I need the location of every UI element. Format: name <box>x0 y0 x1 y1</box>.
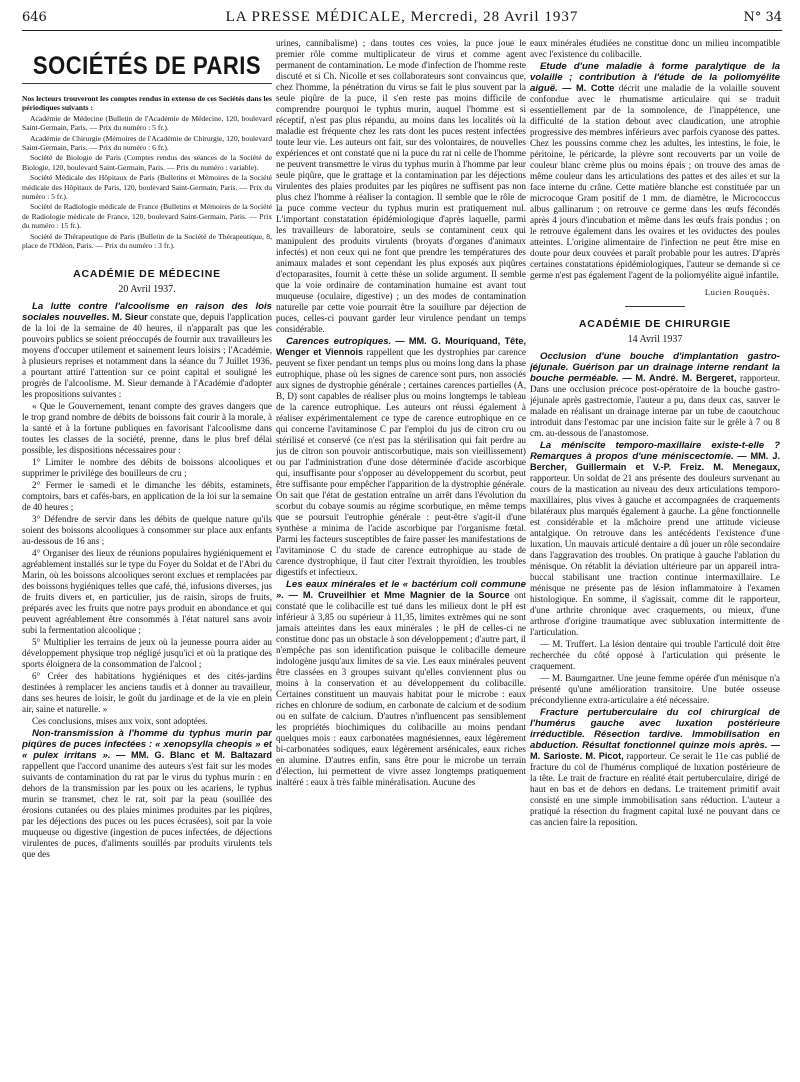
issue-number: N° 34 <box>743 10 782 25</box>
list-item: 1° Limiter le nombre des débits de boissons alcooliques et supprimer le privilège des bouilleurs de cru ; <box>22 456 272 478</box>
column-1 <box>22 38 272 1074</box>
article-title: La lutte contre l'alcoolisme en raison des lois sociales nouvelles. <box>22 300 272 323</box>
article-volaille <box>530 61 780 281</box>
article-author: — MM. J. Bercher, Guillermain et V.-P. Freiz. M. Menegaux, <box>530 451 780 472</box>
column-3 <box>530 38 780 1074</box>
article-author: — M. Cotte <box>562 83 615 93</box>
article-typhus <box>22 728 272 860</box>
article-author: — MM. G. Mouriquand, Tête, Wenger et Viennois <box>276 336 526 357</box>
signature: Lucien Rouquès. <box>704 287 770 297</box>
society-entry: Société de Thérapeutique de Paris (Bulletin de la Société de Thérapeutique, 8, place de l'Odéon, Paris. — Prix du numéro : 3 fr.). <box>22 231 272 251</box>
article-author: — M. Sarioste. M. Picot, <box>530 740 780 761</box>
article-title: Carences eutropiques. <box>286 336 392 347</box>
journal-title: LA PRESSE MÉDICALE, Mercredi, 28 Avril 1937 <box>225 9 579 25</box>
society-entry: Société de Radiologie médicale de France (Bulletins et Mémoires de la Société de Radiologie médicale de France, 120, boulevard Saint-Germain, Paris. — Prix du numéro : 15 fr.). <box>22 202 272 231</box>
divider <box>625 306 685 307</box>
society-entry: Société de Biologie de Paris (Comptes rendus des séances de la Société de Biologie, 120, boulevard Saint-Germain, Paris. — Prix du numéro : variable). <box>22 153 272 172</box>
discussion-truffert: — M. Truffert. La lésion dentaire qui trouble l'articulé doit être recherchée du côté opposé à l'articulation qui présente le craquement. <box>530 639 780 671</box>
article-title: Non-transmission à l'homme du typhus murin par piqûres de puces infectées : « xenopsylla cheopis » et « pulex irritans ». <box>22 727 272 761</box>
society-entry: Académie de Médecine (Bulletin de l'Académie de Médecine, 120, boulevard Saint-Germain, Paris. — Prix du numéro : 5 fr.). <box>22 113 272 133</box>
article-continuation: eaux minérales étudiées ne constitue donc un milieu incompatible avec l'existence du colibacille. <box>530 38 780 59</box>
article-body: rappellent que les dystrophies par carence peuvent se fixer pendant un temps plus ou moins long dans la phase eutrophique, phase où les signes de carence sont purs, non associés aux signes de dystrophie générale ; certaines carences partielles (A, B, D) sont capables de réaliser plus ou moins longtemps le tableau de la carence eutrophique. Les auteurs ont réussi également à réaliser expérimentalement ce type de carence eutrophique en ce qui concerne l'avitaminose C par l'emploi du jus de citron cru ou stérilisé et conservé (ce n'est pas la stérilisation qui fait perdre au jus de citron son pouvoir antiscorbutique, mais son vieillissement) ou par l'administration d'une dose déterminée d'acide ascorbique qui, insuffisante pour s'opposer au développement du scorbut, peut être suffisante pour empêcher l'apparition de la dystrophie générale. On sait que l'état de gestation entraîne un arrêt dans l'évolution du scorbut du cobaye soumis au régime scorbutique, en même temps que se poursuit l'eutrophie générale : peut-être s'agit-il d'une synthèse a minima de l'acide ascorbique par l'organisme fœtal. Parmi les facteurs susceptibles de faire passer les manifestations de l'avitaminose C du stade de carence eutrophique au stade de carence dystrophique, il faut citer l'extrait thyroïdien, les troubles digestifs et infectieux. <box>276 347 526 577</box>
article-body: décrit une maladie de la volaille souvent confondue avec le rhumatisme articulaire qui se traduit essentiellement par de la somnolence, de l'inappétence, une difficulté de la station debout avec claudication, une atrophie progressive des membres inférieurs avec parfois cyanose des pattes. Chez les poussins comme chez les adultes, les intestins, le foie, le péritoine, le péricarde, la plèvre sont recouverts par un voile de couleur blanc crème plus ou moins épais ; on trouve des amas de même couleur dans les articulations des pattes et des ailes et sur la face interne du crâne. Cette matière blanche est constituée par un microcoque Gram positif de 1 mm. de diamètre, le Micrococcus albus gallinarum ; on retrouve ce germe dans les œufs fécondés après 4 jours d'incubation et même dans les œufs frais pondus ; on le retrouve également dans les ovaires et les oviductes des poules atteintes. L'origine alimentaire de l'infection ne peut être mise en doute pour deux couvées et paraît probable pour les autres. D'après certaines constatations épidémiologiques, l'auteur se demande si ce germe n'est pas également l'agent de la poliomyélite aiguë infantile. <box>530 83 780 280</box>
article-fracture <box>530 707 780 828</box>
academy-heading: ACADÉMIE DE CHIRURGIE <box>578 318 732 330</box>
session-date: 14 Avril 1937 <box>627 334 683 345</box>
list-item: 5° Multiplier les terrains de jeux où la jeunesse pourra aider au développement physique trop négligé jusqu'ici et où la pratique des sports éloignera de la consommation de l'alcool ; <box>22 636 272 669</box>
article-occlusion <box>530 351 780 439</box>
article-title: Les eaux minérales et le « bactérium coli commune ». <box>276 579 526 601</box>
article-eaux-minerales <box>276 579 526 788</box>
article-author: — M. Cruveilhier et Mme Magnier de la Source <box>288 590 510 600</box>
column-2 <box>276 38 526 1074</box>
list-item: 6° Créer des habitations hygiéniques et des cités-jardins destinées à remplacer les anciens taudis et à donner au travailleur, dans ses heures de loisir, le goût du jardinage et de la vie en plein air, saine et naturelle. » <box>22 670 272 714</box>
page-header <box>22 6 782 31</box>
society-entry: Société Médicale des Hôpitaux de Paris (Bulletins et Mémoires de la Société médicale des Hôpitaux de Paris, 120, boulevard Saint-Germain, Paris. — Prix du numéro : 5 fr.). <box>22 173 272 202</box>
list-item: 4° Organiser des lieux de réunions populaires hygiéniquement et agréablement installés sur le type du Foyer du Soldat et de l'Abri du Marin, où les boissons alcooliques seront exclues et remplacées par des boissons hygiéniques telles que café, thé, infusions diverses, jus de fruits divers et, en particulier, jus de raisin, sirops de fruits, préparés avec les fruits que notre pays produit en abondance et qui peuvent agréablement être consommés à l'état naturel sans avoir subi la fermentation alcoolique ; <box>22 547 272 635</box>
article-body: rapporteur. Ce serait le 11e cas publié de fracture du col de l'humérus compliqué de luxation postérieure de la tête. Le trait de fracture en réalité était pertuberculaire, dirigé de haut en bas et de dehors en dedans. Le traitement primitif avait consisté en une simple immobilisation sans réduction. L'auteur a pratiqué la résection du fragment capital luxé ne pouvant dans ce cas ancien faire la reposition. <box>530 751 780 827</box>
article-title: Occlusion d'une bouche d'implantation gastro-jéjunale. Guérison par un drainage interne rendant la bouche perméable. <box>530 351 780 384</box>
page-number: 646 <box>22 10 47 25</box>
list-item: 2° Fermer le samedi et le dimanche les débits, estaminets, comptoirs, bars et cafés-bars, en application de la loi sur la semaine de 40 heures ; <box>22 479 272 512</box>
article-meniscite <box>530 440 780 638</box>
article-author: M. Sieur <box>111 311 148 322</box>
list-item: 3° Défendre de servir dans les débits de quelque nature qu'ils soient des boissons alcooliques à consommer sur place aux enfants au-dessous de 16 ans ; <box>22 513 272 546</box>
intro-text: Nos lecteurs trouveront les comptes rendus in extenso de ces Sociétés dans les périodiques suivants : <box>22 94 272 113</box>
article-body: rapporteur. Dans une occlusion précoce post-opératoire de la bouche gastro-jéjunale après gastrectomie, l'auteur a pu, dans deux cas, sauver le malade en réalisant un drainage interne par un tube de caoutchouc introduit dans l'estomac par une incision faite sur le grêle à 7 ou 8 cm. au-dessous de l'anastomose. <box>530 373 780 438</box>
article-conclusion: Ces conclusions, mises aux voix, sont adoptées. <box>32 715 208 726</box>
article-quote: « Que le Gouvernement, tenant compte des graves dangers que le trop grand nombre de débits de boissons fait courir à la morale, à la santé et à la fortune publiques en favorisant l'alcoolisme dans toutes les classes de la société, prenne, dans le plus bref délai possible, les dispositions nécessaires pour : <box>22 400 272 455</box>
section-title: SOCIÉTÉS DE PARIS <box>32 51 262 80</box>
session-date: 20 Avril 1937. <box>118 283 176 295</box>
article-continuation: urines, cannibalisme) ; dans toutes ces voies, la puce joue le premier rôle comme multiplicateur de virus et comme agent permanent de contamination. Le mode d'infection de l'homme reste discuté et si Ch. Nicolle et ses collaborateurs sont convaincus que, chez l'homme, la pénétration du virus se fait le plus souvent par la seule piqûre de la puce, il s'en reste pas moins difficile de comprendre pourquoi le typhus murin, auquel l'homme est si réceptif, n'est pas plus répandu, au moins dans les localités où la maladie est fréquente chez les rats dont les puces restent infectées toute leur vie. Les auteurs ont fait, sur des volontaires, de nouvelles expériences et ont constaté que ni la puce du rat ni celle de l'homme ne peuvent transmettre le virus du typhus murin à l'homme par leur seule piqûre, que le grattage et la contamination par les déjections virulentes des plaies produites par les piqûres ne suffisent pas non plus chez l'homme à réaliser la contagion. Il semble que le rôle de la puce comme vecteur du typhus murin est pratiquement nul. L'important constatation épidémiologique d'après laquelle, parmi les travailleurs de laboratoire, seuls se contaminent ceux qui manipulent des produits virulents (broyats d'organes d'animaux infectés) et non ceux qui ne font que prendre les températures des animaux malades et sont cependant les plus exposés aux piqûres d'ectoparasites, fournit à cette thèse un solide argument. Il semble que la voie ordinaire de contamination humaine est avant tout muqueuse (oculaire, digestive) ; un des modes de contamination naturelle par cette voie pourrait être la souillure par déjection de puces, celles-ci pouvant garder leur virulence pendant un temps considérable. <box>276 38 526 334</box>
academy-heading: ACADÉMIE DE MÉDECINE <box>73 267 221 280</box>
article-body: constate que, depuis l'application de la loi de la semaine de 40 heures, il n'apparaît pas que les pouvoirs publics se soient préoccupés de fournir aux travailleurs les moyens d'occuper utilement et sainement leurs loisirs ; l'Académie, à plusieurs reprises et notamment dans la séance du 7 Juillet 1936, a pourtant attiré l'attention sur ce point capital et souligné les progrès de l'alcoolisme. M. Sieur demande à l'Académie d'adopter les propositions suivantes : <box>22 311 272 399</box>
article-title: Fracture pertuberculaire du col chirurgical de l'humérus gauche avec luxation postérieure irréductible. Résection tardive. Immobilisation en abduction. Résultat fonctionnel quinze mois après. <box>530 707 780 751</box>
periodicals-list <box>22 94 272 251</box>
article-author: — M. André. M. Bergeret, <box>622 373 737 383</box>
divider <box>22 83 272 84</box>
article-alcoolisme <box>22 301 272 400</box>
article-body: rapporteur. Un soldat de 21 ans présente des douleurs survenant au cours de la mastication au niveau des deux articulations temporo-maxillaires, plus vives à gauche et accompagnées de craquements bilatéraux plus marqués également à gauche. La gêne fonctionnelle est considérable et la mâchoire prend une attitude vicieuse antalgique. On retrouve dans les antécédents l'existence d'une luxation. Un mauvais articulé dentaire a dû jouer un rôle secondaire dans l'aggravation des troubles. On pratique à gauche l'ablation du ménisque. On rétablit la déviation ultérieure par un appareil intra-buccal stabilisant une traction continue intermaxillaire. Le ménisque ne présente pas de lésion inflammatoire à l'examen histologique. En somme, il s'agissait, comme dit le rapporteur, d'une arthrite chronique avec craquements, ou mieux, d'une arthrose d'origine traumatique avec subluxation intermittente de l'articulation. <box>530 473 780 637</box>
article-title: La méniscite temporo-maxillaire existe-t-elle ? Remarques à propos d'une méniscectomie. <box>530 440 780 462</box>
article-carences <box>276 336 526 578</box>
article-body: ont constaté que le colibacille est tué dans les milieux dont le pH est inférieur à 3,85 ou supérieur à 11,35, limites extrêmes qui ne sont jamais atteintes dans les eaux minérales ; le pH de celles-ci ne constitue donc pas un obstacle à son développement ; d'autre part, il n'empêche pas son identification puisque le colibacille demeure indologène jusqu'aux limites de sa vie. Les eaux minérales peuvent être classées en 3 groupes suivant qu'elles conviennent plus ou moins à la conservation et au développement du colibacille. Certaines constituent un mauvais habitat pour le microbe : eaux riches en chlorure de sodium, en carbonate de calcium et de sodium ou en sulfate de calcium. D'autres n'influencent pas sensiblement les propriétés biochimiques du colibacille au moins pendant quelques mois : eaux carbonatées magnésiennes, eaux légèrement bi-carbonatées sodiques, eaux légèrement arsénicales, eaux riches en alumine. D'autres enfin, sans être pour le microbe un terrain d'élection, lui permettent de vivre assez longtemps pratiquement inaltéré : eaux à très faible minéralisation. Aucune des <box>276 590 526 787</box>
discussion-baumgartner: — M. Baumgartner. Une jeune femme opérée d'un ménisque n'a présenté qu'une amélioration transitoire. Une butée osseuse précondylienne extra-articulaire a été nécessaire. <box>530 673 780 705</box>
article-body: rappellent que l'accord unanime des auteurs s'est fait sur les modes suivants de contamination du rat par le virus du typhus murin : en dehors de la transmission par les poux ou les acariens, le typhus murin se transmet, chez le rat, soit par la peau (souillée des érosions cutanées ou des plaies minimes produites par les piqûres, par les déjections des puces ou les puces écrasées), soit par la voie muqueuse ou digestive (ingestion de puces infectées, de déjections virulentes de puces, d'aliments souillés par produits virulents tels que des <box>22 760 272 859</box>
article-title: Etude d'une maladie à forme paralytique de la volaille ; contribution à l'étude de la poliomyélite aiguë. <box>530 61 780 94</box>
society-entry: Académie de Chirurgie (Mémoires de l'Académie de Chirurgie, 120, boulevard Saint-Germain, Paris. — Prix du numéro : 6 fr.). <box>22 133 272 153</box>
article-author: — MM. G. Blanc et M. Baltazard <box>116 749 272 760</box>
